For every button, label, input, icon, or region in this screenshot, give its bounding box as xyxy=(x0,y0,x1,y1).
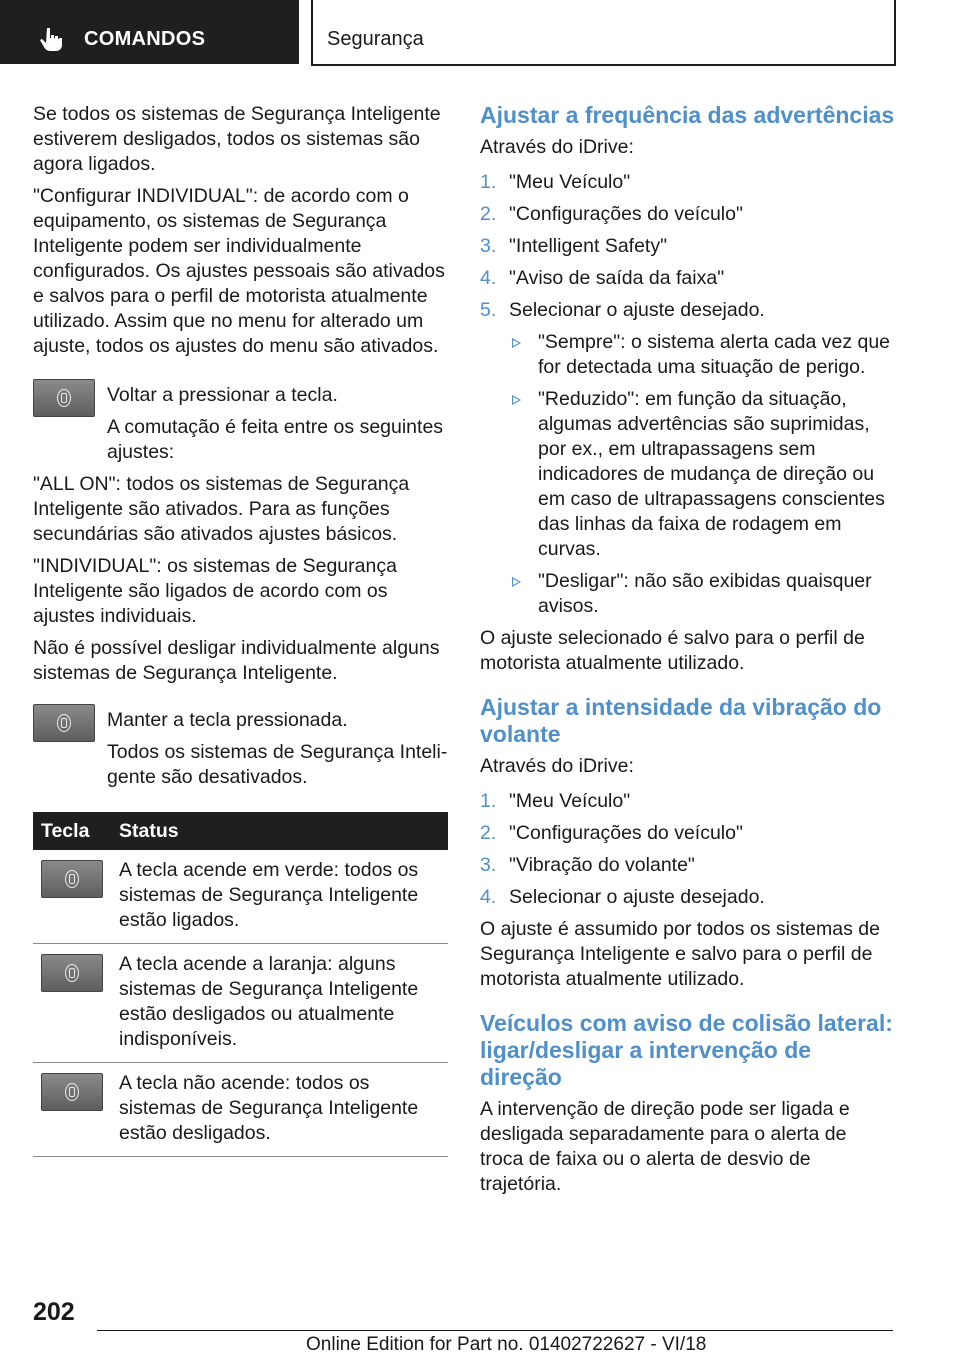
edition-text: Online Edition for Part no. 01402722627 - VI/18 xyxy=(306,1334,707,1355)
section-heading: Ajustar a intensidade da vibração do volante xyxy=(480,694,882,747)
table-row xyxy=(33,1063,448,1157)
left-column xyxy=(33,102,448,1157)
page-footer xyxy=(0,1290,960,1362)
paragraph: A intervenção de direção pode ser ligada e desligada separadamente para o alerta de troca de faixa ou o alerta de desvio de trajetória. xyxy=(480,1098,850,1195)
paragraph: "Configurar INDIVIDUAL": de acordo com o equipamento, os sistemas de Segurança Inteligente podem ser individualmente configurados. Os ajustes pessoais são ativados e salvos para o perfil de motorista atualmente utilizado. Assim que no menu for alterado um ajuste, todos os ajustes do menu são ativados. xyxy=(33,185,445,357)
page-number: 202 xyxy=(33,1298,75,1326)
list-item: 3. "Intelligent Safety" xyxy=(480,235,668,257)
instruction-text: Voltar a pressionar a tecla. xyxy=(107,384,338,406)
table-row xyxy=(33,944,448,1063)
safety-key-icon xyxy=(33,379,95,417)
paragraph: Não é possível desligar individualmente alguns sistemas de Segurança Inteligente. xyxy=(33,637,440,684)
list-item: 3. "Vibração do volante" xyxy=(480,854,695,876)
section-tab xyxy=(311,0,896,66)
list-item: "Desligar": não são exibidas quaisquer avisos. xyxy=(509,569,895,619)
safety-key-icon xyxy=(41,860,103,898)
safety-key-icon xyxy=(41,1073,103,1111)
triangle-bullet-icon xyxy=(512,577,521,587)
chapter-tab xyxy=(0,0,299,64)
right-column xyxy=(480,102,895,1204)
table-header-status: Status xyxy=(111,812,448,850)
list-item: 4. Selecionar o ajuste desejado. xyxy=(480,886,765,908)
chapter-title: COMANDOS xyxy=(84,28,206,50)
paragraph: "ALL ON": todos os sistemas de Segurança Inteligente são ativados. Para as funções secundárias são ativados ajustes básicos. xyxy=(33,473,410,545)
list-item: 1. "Meu Veículo" xyxy=(480,171,631,193)
table-header-key: Tecla xyxy=(33,812,111,850)
table-cell: A tecla acende a laranja: alguns sistemas de Segurança Inteligente estão desligados ou atualmente indisponíveis. xyxy=(111,944,448,1063)
paragraph: O ajuste selecionado é salvo para o perfil de motorista atualmente utilizado. xyxy=(480,627,865,674)
section-heading: Veículos com aviso de colisão lateral: ligar/desligar a intervenção de direção xyxy=(480,1010,893,1090)
status-table xyxy=(33,812,448,1157)
list-item: 5. Selecionar o ajuste desejado. "Sempre": o sistema alerta cada vez que for detectada uma situação de perigo. "Reduzido": em função da situação, algumas advertências são suprimidas, por ex., em ultrapassagens sem indicadores de mudança de direção ou em caso de ultrapassagens conscientes das linhas da faixa de rodagem em curvas. "Desligar": não são exibidas quaisquer avisos. xyxy=(480,298,895,619)
steps-list xyxy=(480,170,895,619)
option-list xyxy=(509,330,895,619)
triangle-bullet-icon xyxy=(512,338,521,348)
safety-key-icon xyxy=(33,704,95,742)
instruction-text: Todos os sistemas de Segurança Inteligente são desativados. xyxy=(107,741,448,788)
section-heading: Ajustar a frequência das advertências xyxy=(480,102,895,128)
button-instruction xyxy=(33,383,448,465)
paragraph: "INDIVIDUAL": os sistemas de Segurança Inteligente são ligados de acordo com os ajustes individuais. xyxy=(33,555,397,627)
list-item: "Reduzido": em função da situação, algumas advertências são suprimidas, por ex., em ultrapassagens sem indicadores de mudança de direção ou em caso de ultrapassagens conscientes das linhas da faixa de rodagem em curvas. xyxy=(509,387,895,562)
paragraph: Através do iDrive: xyxy=(480,136,634,158)
safety-key-icon xyxy=(41,954,103,992)
list-item: "Sempre": o sistema alerta cada vez que for detectada uma situação de perigo. xyxy=(509,330,895,380)
list-item: 4. "Aviso de saída da faixa" xyxy=(480,267,725,289)
list-item: 2. "Configurações do veículo" xyxy=(480,203,743,225)
table-row xyxy=(33,850,448,944)
hand-pointer-icon xyxy=(38,26,64,52)
paragraph: Se todos os sistemas de Segurança Inteligente estiverem desligados, todos os sistemas são agora ligados. xyxy=(33,103,441,175)
section-title: Segurança xyxy=(327,28,424,50)
page-header xyxy=(0,0,960,66)
instruction-text: A comutação é feita entre os seguintes ajustes: xyxy=(107,416,444,463)
list-item: 1. "Meu Veículo" xyxy=(480,790,631,812)
paragraph: Através do iDrive: xyxy=(480,755,634,777)
list-item: 2. "Configurações do veículo" xyxy=(480,822,743,844)
table-cell: A tecla acende em verde: todos os sistemas de Segurança Inteligente estão ligados. xyxy=(111,850,448,944)
steps-list xyxy=(480,789,895,910)
triangle-bullet-icon xyxy=(512,395,521,405)
footer-rule xyxy=(97,1330,893,1331)
paragraph: O ajuste é assumido por todos os sistemas de Segurança Inteligente e salvo para o perfil de motorista atualmente utilizado. xyxy=(480,918,880,990)
table-cell: A tecla não acende: todos os sistemas de Segurança Inteligente estão desligados. xyxy=(111,1063,448,1157)
button-instruction xyxy=(33,708,448,790)
instruction-text: Manter a tecla pressionada. xyxy=(107,709,348,731)
